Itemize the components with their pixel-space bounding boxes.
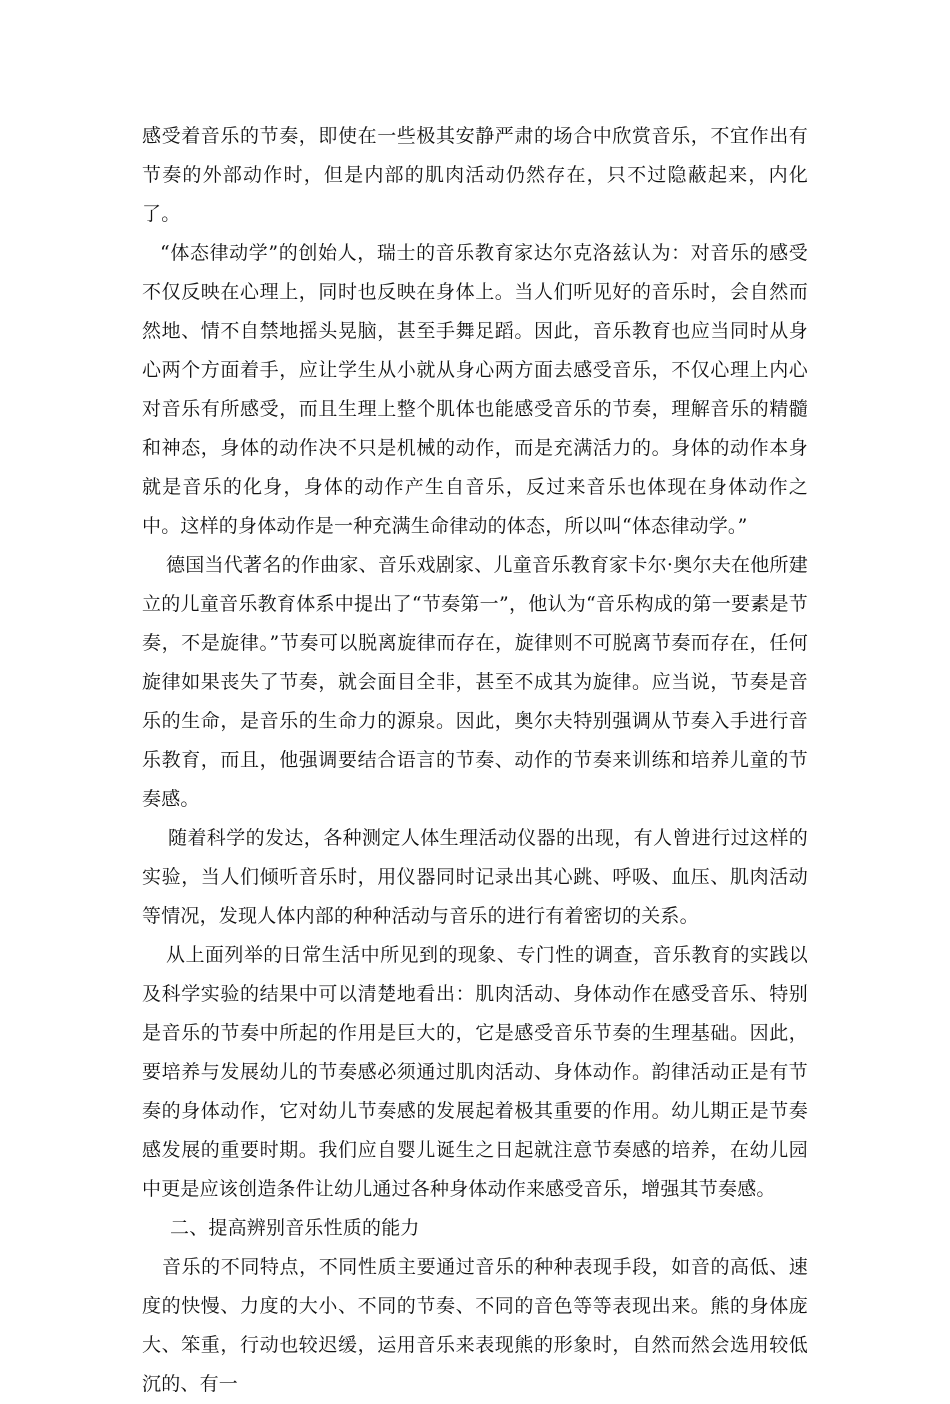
- paragraph-5: 从上面列举的日常生活中所见到的现象、专门性的调查，音乐教育的实践以及科学实验的结果中可以清楚地看出：肌肉活动、身体动作在感受音乐、特别是音乐的节奏中所起的作用是巨大的，它是感受音乐节奏的生理基础。因此，要培养与发展幼儿的节奏感必须通过肌肉活动、身体动作。韵律活动正是有节奏的身体动作，它对幼儿节奏感的发展起着极其重要的作用。幼儿期正是节奏感发展的重要时期。我们应自婴儿诞生之日起就注意节奏感的培养，在幼儿园中更是应该创造条件让幼儿通过各种身体动作来感受音乐，增强其节奏感。: [142, 944, 808, 1200]
- paragraph-4: 随着科学的发达，各种测定人体生理活动仪器的出现，有人曾进行过这样的实验，当人们倾听音乐时，用仪器同时记录出其心跳、呼吸、血压、肌肉活动等情况，发现人体内部的种种活动与音乐的进行有着密切的关系。: [142, 827, 808, 927]
- paragraph-1: 感受着音乐的节奏，即使在一些极其安静严肃的场合中欣赏音乐，不宜作出有节奏的外部动作时，但是内部的肌肉活动仍然存在，只不过隐蔽起来，内化了。: [142, 125, 808, 225]
- paragraph-6: 音乐的不同特点，不同性质主要通过音乐的种种表现手段，如音的高低、速度的快慢、力度的大小、不同的节奏、不同的音色等等表现出来。熊的身体庞大、笨重，行动也较迟缓，运用音乐来表现熊的形象时，自然而然会选用较低沉的、有一: [142, 1256, 808, 1395]
- document-body: [142, 117, 808, 1404]
- paragraph-3: 德国当代著名的作曲家、音乐戏剧家、儿童音乐教育家卡尔·奥尔夫在他所建立的儿童音乐教育体系中提出了“节奏第一”，他认为“音乐构成的第一要素是节奏，不是旋律。”节奏可以脱离旋律而存在，旋律则不可脱离节奏而存在，任何旋律如果丧失了节奏，就会面目全非，甚至不成其为旋律。应当说，节奏是音乐的生命，是音乐的生命力的源泉。因此，奥尔夫特别强调从节奏入手进行音乐教育，而且，他强调要结合语言的节奏、动作的节奏来训练和培养儿童的节奏感。: [142, 554, 808, 810]
- paragraph-2: “体态律动学”的创始人，瑞士的音乐教育家达尔克洛兹认为：对音乐的感受不仅反映在心理上，同时也反映在身体上。当人们听见好的音乐时，会自然而然地、情不自禁地摇头晃脑，甚至手舞足蹈。因此，音乐教育也应当同时从身心两个方面着手，应让学生从小就从身心两方面去感受音乐，不仅心理上内心对音乐有所感受，而且生理上整个肌体也能感受音乐的节奏，理解音乐的精髓和神态，身体的动作决不只是机械的动作，而是充满活力的。身体的动作本身就是音乐的化身，身体的动作产生自音乐，反过来音乐也体现在身体动作之中。这样的身体动作是一种充满生命律动的体态，所以叫“体态律动学。”: [142, 242, 808, 537]
- section-heading: 二、提高辨别音乐性质的能力: [170, 1217, 420, 1239]
